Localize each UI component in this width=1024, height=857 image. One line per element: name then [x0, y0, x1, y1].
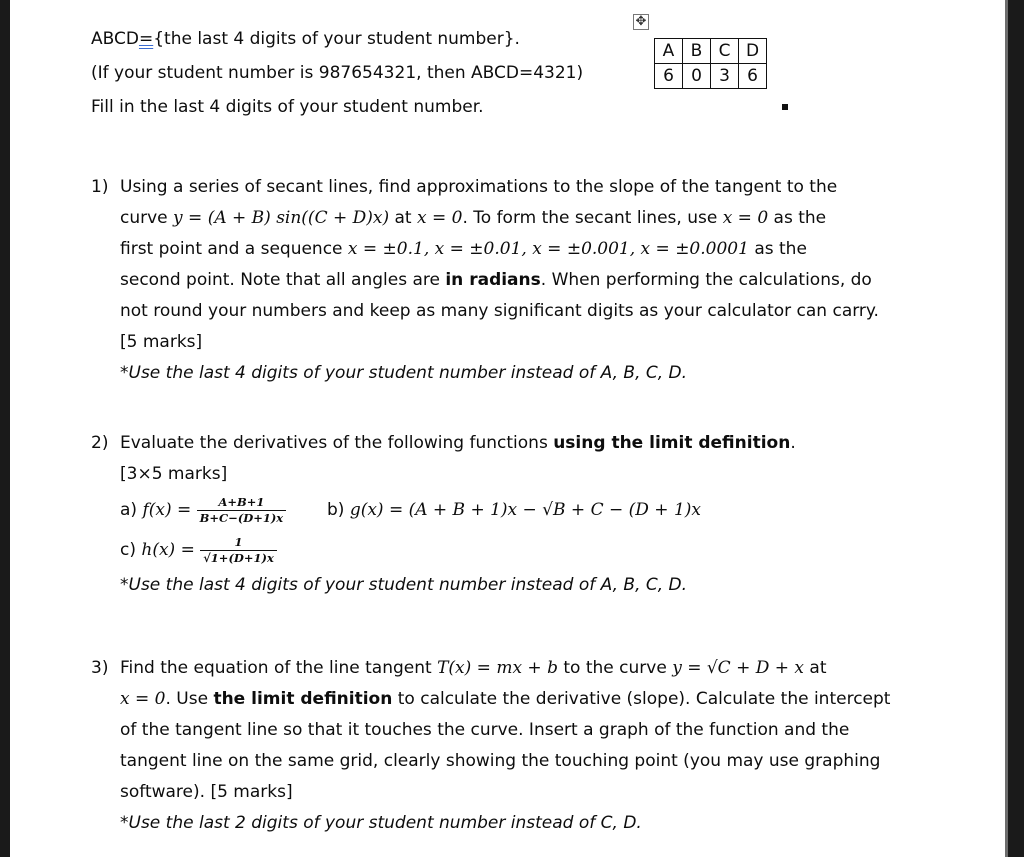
question-2-body	[120, 428, 960, 601]
table-cell-header-b[interactable]: B	[683, 39, 711, 64]
document-page	[10, 0, 1008, 857]
q3-line-5: software). [5 marks]	[120, 782, 293, 802]
table-cell-header-d[interactable]: D	[739, 39, 767, 64]
q1-line-5: not round your numbers and keep as many significant digits as your calculator can carry.	[120, 301, 879, 321]
q3-tangent-equation: T(x) = mx + b	[437, 658, 558, 678]
q3-line-4: tangent line on the same grid, clearly showing the touching point (you may use graphing	[120, 751, 881, 771]
table-resize-handle[interactable]	[782, 104, 788, 110]
q1-line-1: Using a series of secant lines, find approximations to the slope of the tangent to the	[120, 177, 838, 197]
table-cell-header-a[interactable]: A	[655, 39, 683, 64]
q2-parts-ab: a) f(x) = $\frac{A+B+1}{B+C-(D+1)x}$ b) g(x) = (A + B + 1)x − √B + C − (D + 1)x	[120, 494, 701, 525]
q1-marks: [5 marks]	[120, 332, 203, 352]
intro-equals-sign: =	[138, 29, 154, 49]
table-cell-value-a[interactable]: 6	[655, 64, 683, 89]
question-3-number: 3)	[91, 658, 109, 678]
q2c-fraction	[200, 535, 277, 566]
table-value-row	[655, 64, 767, 89]
q2-line-1: Evaluate the derivatives of the following functions using the limit definition.	[120, 433, 796, 453]
q3-line-3: of the tangent line so that it touches the curve. Insert a graph of the function and the	[120, 720, 850, 740]
intro-line-3: Fill in the last 4 digits of your student number.	[91, 97, 484, 117]
q1-line-3: first point and a sequence x = ±0.1, x = ±0.01, x = ±0.001, x = ±0.0001 as the	[120, 239, 807, 259]
question-1-body	[120, 172, 960, 389]
q1-line-4: second point. Note that all angles are in radians. When performing the calculations, do	[120, 270, 872, 290]
q2a-lhs: f(x) =	[142, 500, 192, 520]
q2-marks: [3×5 marks]	[120, 464, 228, 484]
table-cell-value-d[interactable]: 6	[739, 64, 767, 89]
q2c-numerator: 1	[200, 535, 277, 551]
q1-sequence-math: x = ±0.1, x = ±0.01, x = ±0.001, x = ±0.0001	[347, 239, 749, 259]
table-cell-value-c[interactable]: 3	[711, 64, 739, 89]
q2c-denominator: √1+(D+1)x	[203, 550, 274, 565]
question-2-number: 2)	[91, 433, 109, 453]
q1-note: *Use the last 4 digits of your student number instead of A, B, C, D.	[120, 363, 688, 383]
intro-line-2: (If your student number is 987654321, then ABCD=4321)	[91, 63, 584, 83]
intro-line-1: ABCD={the last 4 digits of your student number}.	[91, 29, 520, 49]
table-cell-header-c[interactable]: C	[711, 39, 739, 64]
q3-curve-equation: y = √C + D + x	[672, 658, 805, 678]
student-digits-table	[654, 38, 767, 89]
q1-line-2: curve y = (A + B) sin((C + D)x) at x = 0. To form the secant lines, use x = 0 as the	[120, 208, 827, 228]
q2b-equation: g(x) = (A + B + 1)x − √B + C − (D + 1)x	[349, 500, 701, 520]
question-3-body	[120, 653, 960, 839]
q3-note: *Use the last 2 digits of your student number instead of C, D.	[120, 813, 642, 833]
q3-line-2: x = 0. Use the limit definition to calculate the derivative (slope). Calculate the intercept	[120, 689, 891, 709]
intro-block	[91, 22, 583, 124]
question-1-number: 1)	[91, 177, 109, 197]
q1-curve-equation: y = (A + B) sin((C + D)x)	[173, 208, 390, 228]
table-cell-value-b[interactable]: 0	[683, 64, 711, 89]
q2-part-c: c) h(x) = $\frac{1}{√1+(D+1)x}$	[120, 530, 960, 570]
q2-note: *Use the last 4 digits of your student number instead of A, B, C, D.	[120, 575, 688, 595]
q2a-denominator: B+C−(D+1)x	[199, 510, 284, 525]
q2a-fraction	[197, 495, 287, 526]
q3-line-1: Find the equation of the line tangent T(x) = mx + b to the curve y = √C + D + x at	[120, 658, 827, 678]
table-header-row	[655, 39, 767, 64]
move-handle-icon[interactable]: ✥	[633, 14, 649, 30]
q2a-numerator: A+B+1	[197, 495, 287, 511]
q2c-lhs: h(x) =	[141, 540, 195, 560]
